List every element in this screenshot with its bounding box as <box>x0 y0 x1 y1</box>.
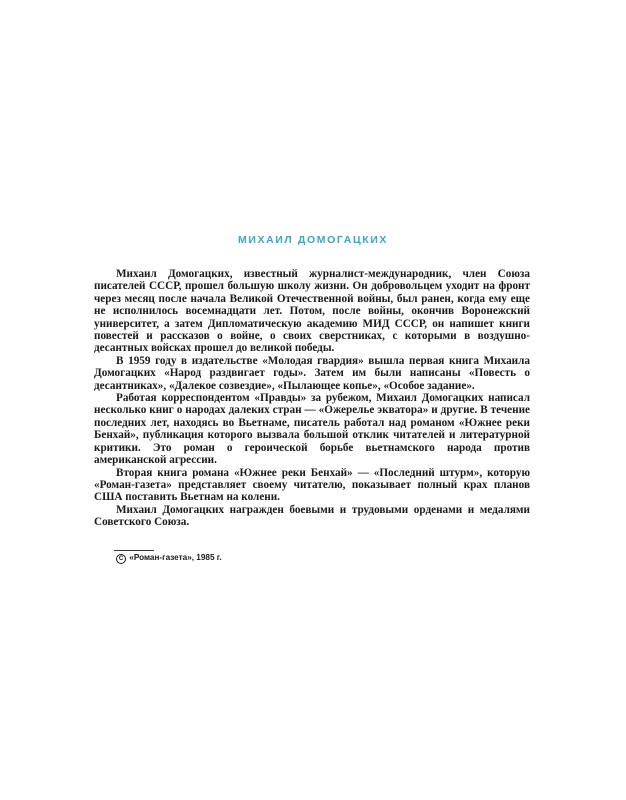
copyright-icon: C <box>116 554 126 564</box>
paragraph-4: Вторая книга романа «Южнее реки Бенхай» — «Последний штурм», которую «Роман-газета» представляет своему читателю, показывает полный крах планов США поставить Вьетнам на колени. <box>94 466 530 504</box>
paragraph-1: Михаил Домогацких, известный журналист-международник, член Союза писателей СССР, прошел большую школу жизни. Он добровольцем уходит на фронт через месяц после начала Великой Отечественной войны, был ранен, когда ему еще не исполнилось восемнадцати лет. Потом, после войны, окончив Воронежский университет, а затем Дипломатическую академию МИД СССР, он напишет книги повестей и рассказов о войне, о своих сверстниках, с которыми в воздушно-десантных войсках прошел до великой победы. <box>94 268 530 355</box>
paragraph-3: Работая корреспондентом «Правды» за рубежом, Михаил Домогацких написал несколько книг о народах далеких стран — «Ожерелье экватора» и другие. В течение последних лет, находясь во Вьетнаме, писатель работал над романом «Южнее реки Бенхай», публикация которого вызвала большой отклик читателей и литературной критики. Это роман о героической борьбе вьетнамского народа против американской агрессии. <box>94 392 530 467</box>
author-title: МИХАИЛ ДОМОГАЦКИХ <box>238 234 388 246</box>
copyright-notice <box>116 553 222 564</box>
paragraph-2: В 1959 году в издательстве «Молодая гвардия» вышла первая книга Михаила Домогацких «Народ раздвигает годы». Затем им были написаны «Повесть о десантниках», «Далекое созвездие», «Пылающее копье», «Особое задание». <box>94 354 530 392</box>
paragraph-5: Михаил Домогацких награжден боевыми и трудовыми орденами и медалями Советского Союза. <box>94 503 530 529</box>
footnote-divider <box>114 550 154 551</box>
copyright-text: «Роман-газета», 1985 г. <box>129 553 222 562</box>
author-biography <box>94 268 530 529</box>
